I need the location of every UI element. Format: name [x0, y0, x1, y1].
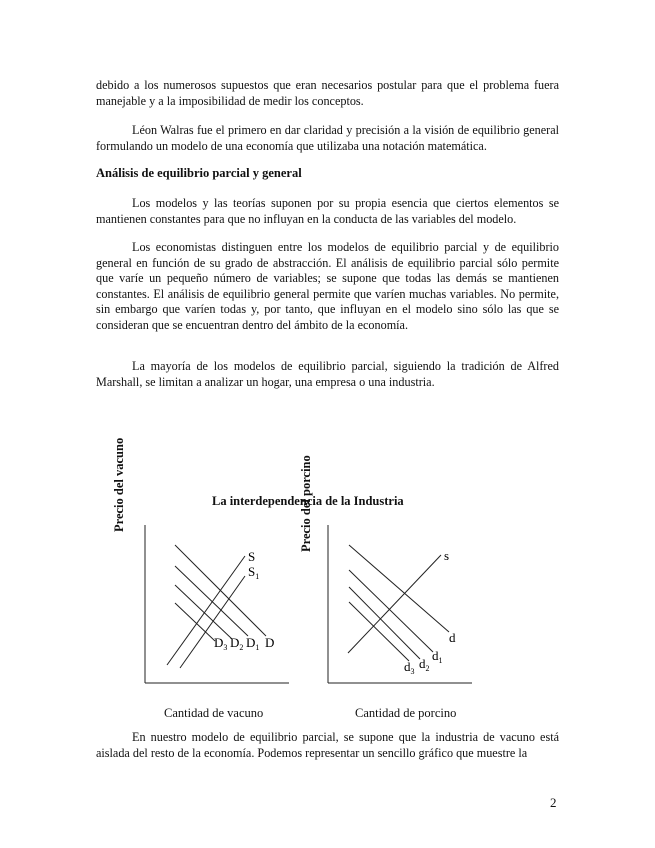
left-chart-ylabel: Precio del vacuno: [112, 437, 126, 532]
label-s: S: [248, 549, 256, 564]
paragraph-partial-general: Los economistas distinguen entre los modelos de equilibrio parcial y de equilibrio general en función de su grado de abstracción. El análisis de equilibrio parcial sólo permite que varíe un pequeño número de variables; se supone que todas las demás se mantienen constantes. El análisis de equilibrio general permite que varíen muchas variables. No permite, sin embargo que varíen todas y, por tanto, que influyan en el modelo sino sólo las que se consideran que se encuentran dentro del ámbito de la economía.: [96, 240, 559, 332]
left-demand-curve-d1: [175, 566, 248, 636]
label-s1: $S_1$: [248, 564, 260, 581]
left-supply-curve-s1: [180, 576, 245, 668]
label-d2: $D_2$: [230, 635, 244, 652]
left-chart-xlabel: Cantidad de vacuno: [164, 706, 264, 720]
label-small-d2: $d_2$: [419, 656, 430, 673]
right-demand-curve-d3: [349, 602, 409, 661]
label-small-d1: $d_1$: [432, 648, 443, 665]
paragraph-marshall: La mayoría de los modelos de equilibrio parcial, siguiendo la tradición de Alfred Marshall, se limitan a analizar un hogar, una empresa o una industria.: [96, 359, 559, 389]
label-small-d3: $d_3$: [404, 659, 415, 676]
right-demand-curve-d1: [349, 570, 433, 652]
right-chart-ylabel: Precio del porcino: [299, 455, 313, 552]
right-chart-xlabel: Cantidad de porcino: [355, 706, 457, 720]
paragraph-models: Los modelos y las teorías suponen por su propia esencia que ciertos elementos se mantienen constantes para que no influyan en la conducta de las variables del modelo.: [96, 196, 559, 226]
section-heading: Análisis de equilibrio parcial y general: [96, 166, 302, 180]
label-small-s: s: [444, 548, 450, 563]
paragraph-intro: debido a los numerosos supuestos que eran necesarios postular para que el problema fuera manejable y a la imposibilidad de medir los conceptos.: [96, 78, 559, 108]
figure-title: La interdependencia de la Industria: [212, 494, 404, 508]
label-d: D: [265, 635, 275, 650]
right-supply-curve-s: [348, 555, 441, 653]
label-d1: $D_1$: [246, 635, 260, 652]
label-d3: $D_3$: [214, 635, 228, 652]
paragraph-closing: En nuestro modelo de equilibrio parcial, se supone que la industria de vacuno está aislada del resto de la economía. Podemos representar un sencillo gráfico que muestre la: [96, 730, 559, 760]
paragraph-walras: Léon Walras fue el primero en dar claridad y precisión a la visión de equilibrio general formulando un modelo de una economía que utilizaba una notación matemática.: [96, 123, 559, 153]
page-number: 2: [550, 795, 557, 810]
label-small-d: d: [449, 630, 456, 645]
left-demand-curve-d3: [175, 603, 215, 641]
